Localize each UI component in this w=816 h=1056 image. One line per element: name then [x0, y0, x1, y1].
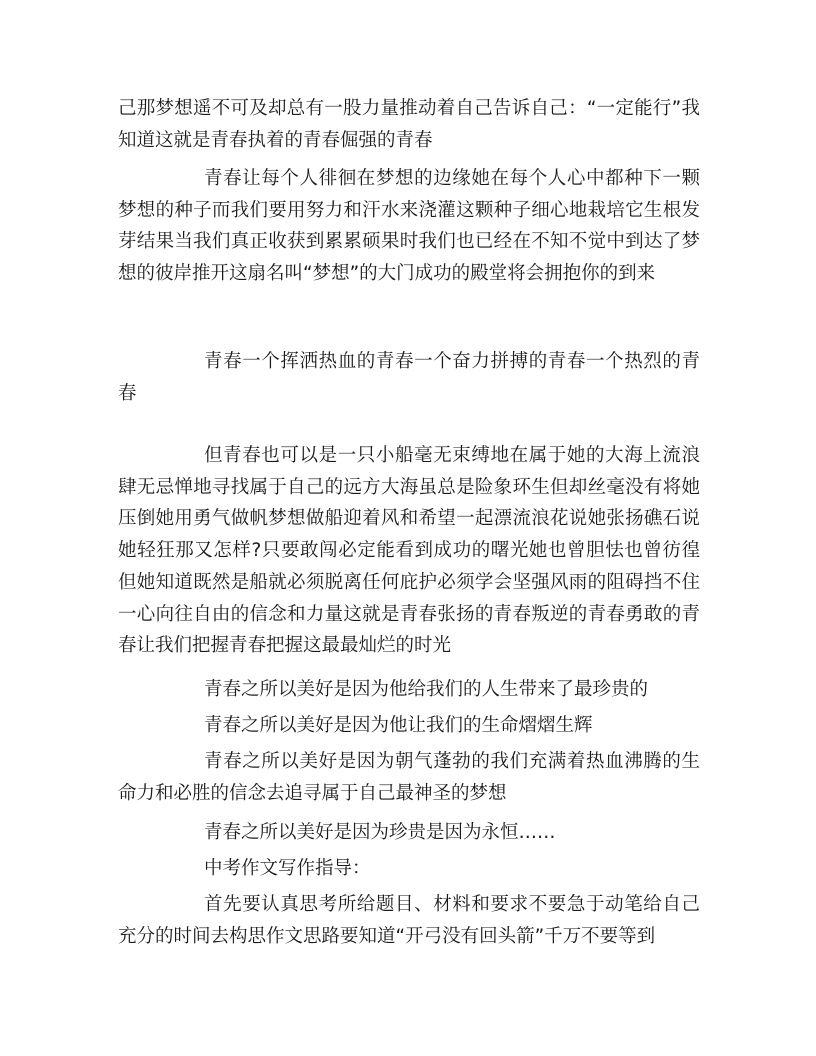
paragraph-2: 青春让每个人徘徊在梦想的边缘她在每个人心中都种下一颗梦想的种子而我们要用努力和汗水来浇灌这颗种子细心地栽培它生根发芽结果当我们真正收获到累累硕果时我们也已经在不知不觉中到达了梦想的彼岸推开这扇名叫“梦想”的大门成功的殿堂将会拥抱你的到来	[118, 168, 700, 285]
paragraph-5: 青春之所以美好是因为他给我们的人生带来了最珍贵的	[204, 679, 649, 700]
paragraph-7: 青春之所以美好是因为朝气蓬勃的我们充满着热血沸腾的生命力和必胜的信念去追寻属于自己最神圣的梦想	[118, 751, 700, 804]
paragraph-6: 青春之所以美好是因为他让我们的生命熠熠生辉	[204, 715, 593, 736]
paragraph-1: 己那梦想遥不可及却总有一股力量推动着自己告诉自己：“一定能行”我知道这就是青春执着的青春倔强的青春	[118, 98, 700, 151]
section-heading: 中考作文写作指导：	[204, 858, 371, 879]
paragraph-8: 青春之所以美好是因为珍贵是因为永恒……	[204, 822, 556, 843]
paragraph-9: 首先要认真思考所给题目、材料和要求不要急于动笔给自己充分的时间去构思作文思路要知道“开弓没有回头箭”千万不要等到	[118, 894, 700, 947]
paragraph-4: 但青春也可以是一只小船毫无束缚地在属于她的大海上流浪肆无忌惮地寻找属于自己的远方大海虽总是险象环生但却丝毫没有将她压倒她用勇气做帆梦想做船迎着风和希望一起漂流浪花说她张扬礁石说她轻狂那又怎样?只要敢闯必定能看到成功的曙光她也曾胆怯也曾彷徨但她知道既然是船就必须脱离任何庇护必须学会坚强风雨的阻碍挡不住一心向往自由的信念和力量这就是青春张扬的青春叛逆的青春勇敢的青春让我们把握青春把握这最最灿烂的时光	[118, 445, 700, 657]
paragraph-3: 青春一个挥洒热血的青春一个奋力拼搏的青春一个热烈的青春	[118, 351, 700, 404]
